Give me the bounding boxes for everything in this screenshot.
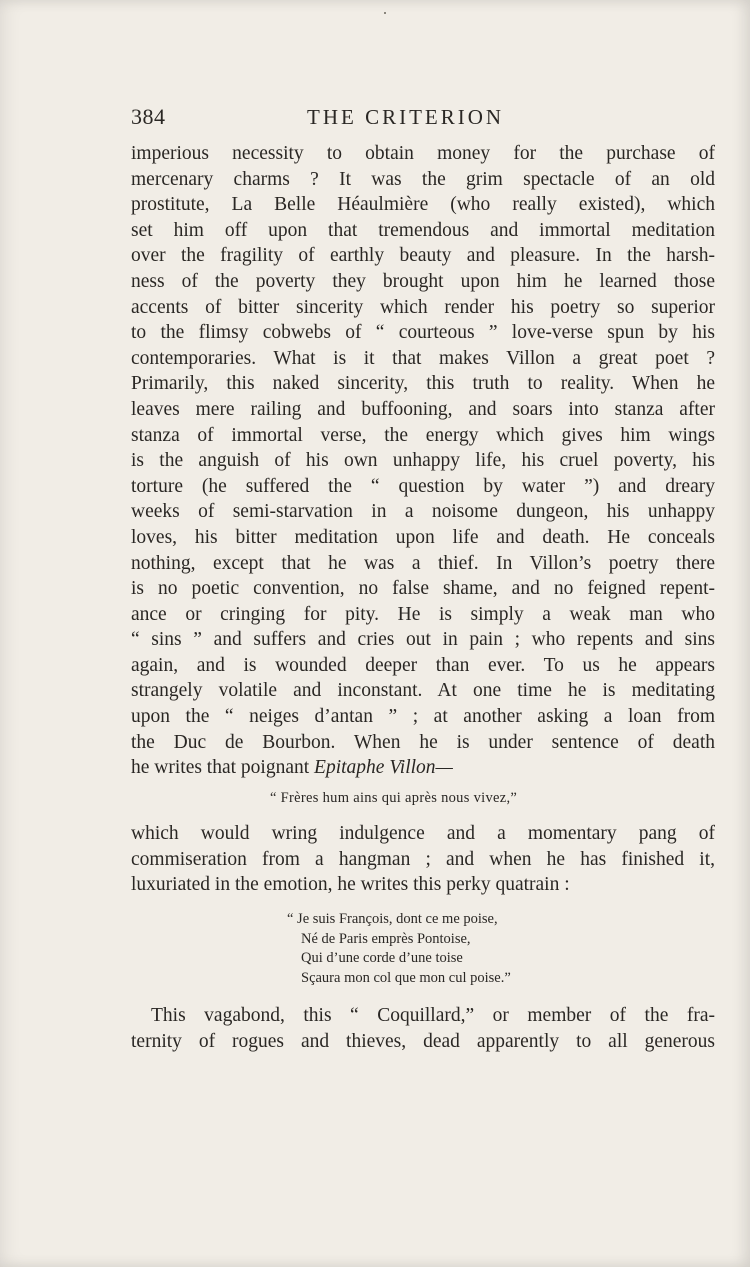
text-line: ance or cringing for pity. He is simply a weak man who xyxy=(131,603,715,625)
text-line: accents of bitter sincerity which render his poetry so superior xyxy=(131,296,715,318)
text-line: set him off upon that tremendous and immortal meditation xyxy=(131,219,715,241)
verse-line: Né de Paris emprès Pontoise, xyxy=(301,930,471,947)
text-line: contemporaries. What is it that makes Villon a great poet ? xyxy=(131,347,715,369)
paragraph-2 xyxy=(131,821,715,898)
text-line: This vagabond, this “ Coquillard,” or member of the fra- xyxy=(151,1005,715,1026)
text-line: torture (he suffered the “ question by water ”) and dreary xyxy=(131,475,715,497)
text-line: over the fragility of earthly beauty and pleasure. In the harsh- xyxy=(131,245,715,267)
running-title: THE CRITERION xyxy=(307,105,505,129)
quatrain xyxy=(287,910,511,988)
verse-line: Qui d’une corde d’une toise xyxy=(301,950,463,967)
text-line: Primarily, this naked sincerity, this truth to reality. When he xyxy=(131,373,715,395)
text-line: is no poetic convention, no false shame, and no feigned repent- xyxy=(131,578,715,600)
text-line: the Duc de Bourbon. When he is under sentence of death xyxy=(131,731,715,753)
paragraph-3 xyxy=(131,1003,715,1054)
text-line: again, and is wounded deeper than ever. To us he appears xyxy=(131,654,715,676)
verse-quotation: “ Frères hum ains qui après nous vivez,” xyxy=(270,790,518,806)
text-line xyxy=(131,755,715,781)
text-line: loves, his bitter meditation upon life and death. He conceals xyxy=(131,526,715,548)
page-header xyxy=(131,100,715,134)
paper-speck xyxy=(384,12,386,14)
text-line: ness of the poverty they brought upon him he learned those xyxy=(131,270,715,292)
text-line: nothing, except that he was a thief. In Villon’s poetry there xyxy=(131,552,715,574)
italic-title: Epitaphe Villon— xyxy=(314,757,453,779)
text-line: strangely volatile and inconstant. At one time he is meditating xyxy=(131,680,715,702)
text-line: weeks of semi-starvation in a noisome dungeon, his unhappy xyxy=(131,501,715,523)
text-line: to the flimsy cobwebs of “ courteous ” love-verse spun by his xyxy=(131,322,715,344)
text-line: which would wring indulgence and a momentary pang of xyxy=(131,823,715,844)
verse-line: “ Je suis François, dont ce me poise, xyxy=(287,911,498,927)
text-line: ternity of rogues and thieves, dead apparently to all generous xyxy=(131,1030,715,1052)
text-fragment: he writes that poignant xyxy=(131,757,315,779)
text-line: luxuriated in the emotion, he writes this perky quatrain : xyxy=(131,874,570,896)
text-line: imperious necessity to obtain money for the purchase of xyxy=(131,143,715,164)
text-line: “ sins ” and suffers and cries out in pain ; who repents and sins xyxy=(131,629,715,651)
text-line: commiseration from a hangman ; and when he has finished it, xyxy=(131,848,715,870)
verse-line: Sçaura mon col que mon cul poise.” xyxy=(301,969,511,986)
paragraph-1 xyxy=(131,141,715,781)
text-line: upon the “ neiges d’antan ” ; at another asking a loan from xyxy=(131,706,715,728)
text-line: mercenary charms ? It was the grim spectacle of an old xyxy=(131,168,715,190)
text-line: is the anguish of his own unhappy life, his cruel poverty, his xyxy=(131,450,715,472)
text-line: prostitute, La Belle Héaulmière (who really existed), which xyxy=(131,194,715,216)
page-number: 384 xyxy=(131,104,166,129)
text-line: stanza of immortal verse, the energy which gives him wings xyxy=(131,424,715,446)
text-line: leaves mere railing and buffooning, and soars into stanza after xyxy=(131,398,715,420)
